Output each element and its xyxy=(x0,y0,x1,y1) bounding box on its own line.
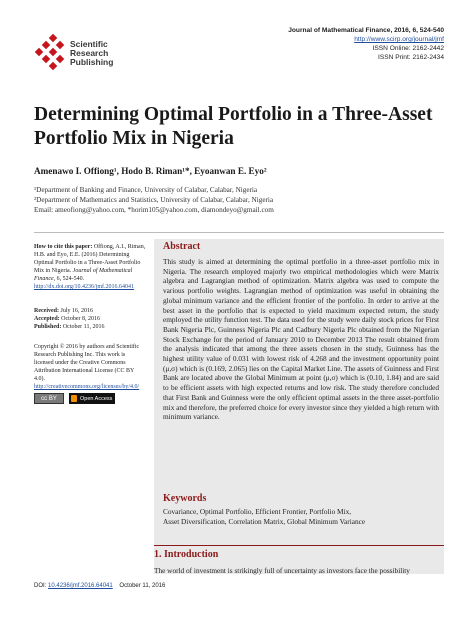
footer-doi-label: DOI: xyxy=(34,583,47,589)
affiliations xyxy=(34,185,274,216)
abstract-text: This study is aimed at determining the optimal portfolio in a three-asset portfolio mix in Nigeria. The research employed majorly two empirical methodologies which were Matrix algebra and Lagrangian method of optimization. Matrix algebra was used to compute the various portfolio weights. Lagrangian method of optimization was useful in obtaining the global minimum variance and the efficient frontier of the portfolio. In order to arrive at the best asset in the portfolio that is expected to yield maximum expected return, the study employed the utility function test. The data used for the study were daily stock prices for First Bank Nigeria Plc, Guinness Nigeria Plc and Cadbury Nigeria Plc obtained from the Nigerian Stock Exchange for the period of January 2010 to December 2013 The result obtained from the analysis indicated that among the three assets chosen in the study, Guinness has the highest utility value of 0.031 with lowest risk of 4.268 and the investment opportunity point (μ,σ) which is (0.169, 2.065) lies on the Capital Market Line. The assets of Guinness and First Bank are located above the Global Minimum at point (μ,σ) which is (0.10, 1.84) and are said to be efficient assets with high expected returns and low risk. The study therefore concluded that First Bank and Guinness were the only efficient optimal assets in the three asset-portfolio mix and therefore, the preferred choice for every investor since they yielded a high return with minimum variance. xyxy=(163,257,439,422)
open-access-badge xyxy=(69,393,115,404)
journal-name: Journal of Mathematical Finance, 2016, 6, 524-540 xyxy=(288,27,444,34)
keywords-line-2: Asset Diversification, Correlation Matrix, Global Minimum Variance xyxy=(163,516,366,526)
page-footer xyxy=(34,583,165,589)
publisher-name xyxy=(70,40,113,67)
publisher-line-1: Scientific xyxy=(70,39,108,49)
dates-block xyxy=(34,307,104,331)
paper-title xyxy=(34,103,454,151)
introduction-text: The world of investment is strikingly full of uncertainty as investors face the possibility xyxy=(154,566,410,575)
license-link[interactable]: http://creativecommons.org/licenses/by/4.0/ xyxy=(34,384,140,390)
footer-date: October 11, 2016 xyxy=(119,583,166,589)
authors: Amenawo I. Offiong¹, Hodo B. Riman¹*, Eyoanwan E. Eyo² xyxy=(34,166,267,176)
published-label: Published: xyxy=(34,324,62,330)
cite-pages: 6, 524-540. xyxy=(56,276,85,282)
footer-doi-link[interactable]: 10.4236/jmf.2016.64041 xyxy=(48,583,113,589)
journal-info xyxy=(288,26,444,62)
cc-by-badge-icon[interactable]: cc BY xyxy=(34,393,64,404)
cite-label: How to cite this paper: xyxy=(34,244,93,250)
title-line-1: Determining Optimal Portfolio in a Three-Asset xyxy=(34,104,433,125)
cite-doi-link[interactable]: http://dx.doi.org/10.4236/jmf.2016.64041 xyxy=(34,284,135,290)
intro-divider xyxy=(154,545,444,546)
affiliation-1: ¹Department of Banking and Finance, University of Calabar, Calabar, Nigeria xyxy=(34,186,258,194)
keywords-line-1: Covariance, Optimal Portfolio, Efficient Frontier, Portfolio Mix, xyxy=(163,507,352,516)
keywords-text xyxy=(163,507,439,526)
received-label: Received: xyxy=(34,308,59,314)
title-line-2: Portfolio Mix in Nigeria xyxy=(34,128,234,149)
open-access-label: Open Access xyxy=(80,395,113,402)
abstract-heading: Abstract xyxy=(163,241,201,252)
email-line: Email: ameofiong@yahoo.com, *horim105@yahoo.com, diamondeyo@gmail.com xyxy=(34,206,274,215)
accepted-label: Accepted: xyxy=(34,316,60,322)
issn-online: ISSN Online: 2162-2442 xyxy=(372,45,444,52)
keywords-heading: Keywords xyxy=(163,493,207,504)
cite-text: Offiong, A.I., Riman, H.B. and Eyo, E.E. (2016) Determining Optimal Portfolio in a Three-Asset Portfolio Mix in Nigeria. xyxy=(34,244,146,274)
received-date: July 16, 2016 xyxy=(60,308,94,314)
publisher-line-2: Research xyxy=(70,48,109,58)
citation-block xyxy=(34,243,146,291)
divider xyxy=(34,232,444,233)
accepted-date: October 8, 2016 xyxy=(61,316,100,322)
publisher-line-3: Publishing xyxy=(70,57,114,67)
published-date: October 11, 2016 xyxy=(62,324,105,330)
affiliation-2: ²Department of Mathematics and Statistics, University of Calabar, Calabar, Nigeria xyxy=(34,196,274,205)
open-lock-icon xyxy=(71,395,77,402)
copyright-block xyxy=(34,343,146,391)
cite-journal: Journal of Mathematical Finance, xyxy=(34,268,133,282)
journal-url-link[interactable]: http://www.scirp.org/journal/jmf xyxy=(354,36,444,43)
issn-print: ISSN Print: 2162-2434 xyxy=(378,54,444,61)
copyright-text: Copyright © 2016 by authors and Scientific Research Publishing Inc. This work is licensed under the Creative Commons Attribution International License (CC BY 4.0). xyxy=(34,344,140,382)
introduction-heading: 1. Introduction xyxy=(154,549,219,560)
